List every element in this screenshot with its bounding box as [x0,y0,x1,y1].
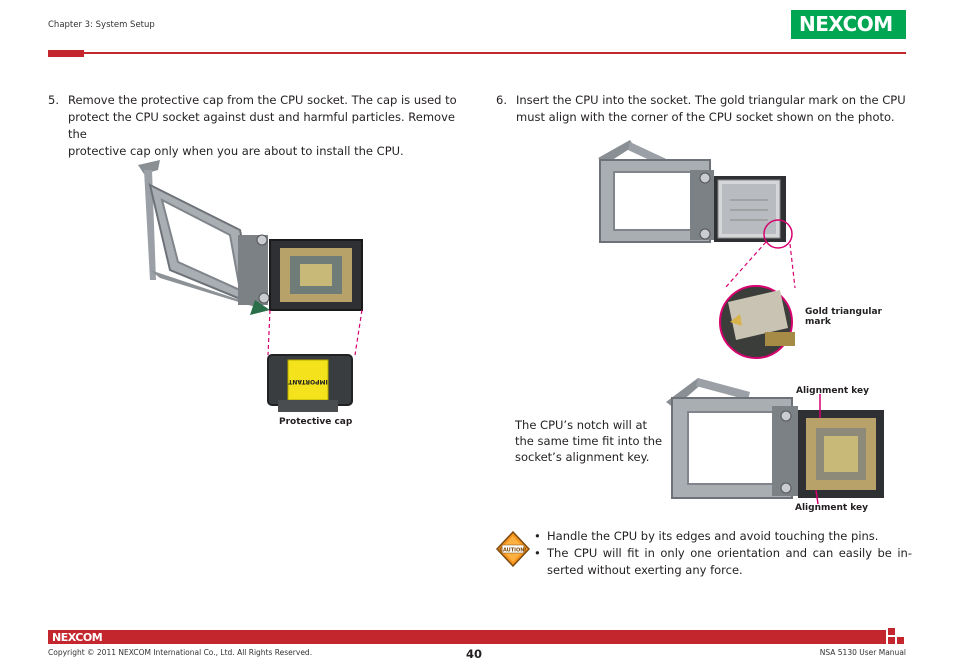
nexcom-logo-text: NEXCOM [799,12,893,36]
step-6-line: Insert the CPU into the socket. The gold triangular mark on the CPU [516,93,906,107]
step-5-number: 5. [48,93,59,107]
nexcom-logo [791,10,906,39]
alignment-key-caption-top: Alignment key [796,386,870,396]
step-5-line: protective cap only when you are about to install the CPU. [68,144,404,158]
cpu-notch-note-line: socket’s alignment key. [515,450,650,464]
footer-squares-icon [888,628,908,646]
protective-cap-caption: Protective cap [279,417,353,427]
alignment-key-caption-bottom: Alignment key [795,503,869,513]
caution-item [532,545,912,579]
caution-badge-text: CAUTION! [499,547,527,554]
alignment-key-photo [660,372,892,504]
step-6-line: must align with the corner of the CPU socket shown on the photo. [516,110,895,124]
header-accent-bar [48,50,84,57]
step-6 [496,92,916,128]
footer-bar [48,630,886,644]
step-5-line: Remove the protective cap from the CPU socket. The cap is used to [68,93,457,107]
caution-item [532,528,912,545]
bullet-icon: • [534,546,541,560]
manual-name: NSA 5130 User Manual [819,648,906,657]
gold-triangular-caption [805,307,882,327]
caution-icon [496,531,530,567]
cap-label: IMPORTANT [288,378,328,385]
step-5-line: protect the CPU socket against dust and harmful particles. Remove the [68,110,455,141]
copyright-notice: Copyright © 2011 NEXCOM International Co., Ltd. All Rights Reserved. [48,648,313,657]
footer-nexcom-logo: NEXCOM [52,631,103,644]
chapter-title: Chapter 3: System Setup [48,20,155,30]
step-5-text [68,92,468,160]
cpu-inserted-photo [590,140,820,360]
cpu-notch-note [515,417,662,465]
header-rule [84,52,906,54]
cpu-notch-note-line: the same time fit into the [515,434,663,448]
step-6-text [516,92,906,126]
caution-list [532,528,912,579]
gold-triangular-caption-line: mark [805,317,831,327]
step-5 [48,92,468,158]
socket-cap-photo [130,160,380,420]
caution-item-text: Handle the CPU by its edges and avoid touching the pins. [547,529,879,543]
step-6-number: 6. [496,93,507,107]
page-number: 40 [466,647,483,661]
caution-item-text: The CPU will fit in only one orientation and can easily be in- serted without exerting any force. [547,546,912,577]
gold-triangular-caption-line: Gold triangular [805,307,882,317]
cpu-notch-note-line: The CPU’s notch will at [515,418,648,432]
bullet-icon: • [534,529,541,543]
